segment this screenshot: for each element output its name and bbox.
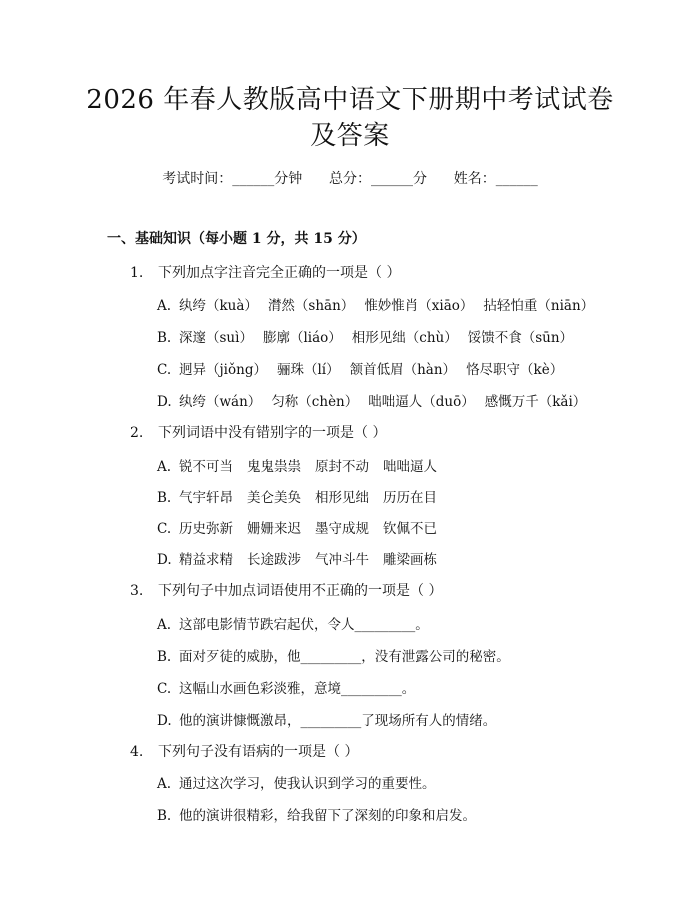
q2-option-b xyxy=(157,486,451,506)
option-item: 雕梁画栋 xyxy=(383,552,437,568)
option-item: 历历在目 xyxy=(383,490,437,506)
option-item: 感慨万千（kǎi） xyxy=(484,394,587,410)
option-item: 钦佩不已 xyxy=(383,521,437,537)
option-letter: D. xyxy=(157,552,172,568)
option-item: 咄咄逼人（duō） xyxy=(368,394,475,410)
option-sentence: 他的演讲很精彩，给我留下了深刻的印象和启发。 xyxy=(179,808,476,824)
option-sentence: 面对歹徒的威胁，他_________，没有泄露公司的秘密。 xyxy=(179,649,510,665)
option-item: 膨廓（liáo） xyxy=(262,330,342,346)
option-letter: D. xyxy=(157,394,172,410)
option-letter: B. xyxy=(157,490,172,506)
score-blank: ______ xyxy=(371,171,413,187)
q3-option-d xyxy=(157,709,496,729)
option-letter: A. xyxy=(157,776,172,792)
question-number: 3. xyxy=(130,583,144,599)
q1-option-b xyxy=(157,326,583,346)
option-item: 相形见绌（chù） xyxy=(351,330,458,346)
section-heading: 一、基础知识（每小题 1 分，共 15 分） xyxy=(107,231,366,247)
option-letter: A. xyxy=(157,459,172,475)
option-letter: B. xyxy=(157,330,172,346)
q1-option-d xyxy=(157,390,596,410)
score-label: 总分： xyxy=(329,171,371,187)
q3-option-c xyxy=(157,677,415,697)
option-letter: A. xyxy=(157,617,172,633)
option-letter: A. xyxy=(157,298,172,314)
option-item: 气冲斗牛 xyxy=(315,552,369,568)
time-label: 考试时间： xyxy=(162,171,233,187)
q2-option-c xyxy=(157,517,451,537)
option-letter: C. xyxy=(157,681,172,697)
name-blank: ______ xyxy=(495,171,538,187)
option-item: 美仑美奂 xyxy=(247,490,301,506)
option-sentence: 他的演讲慷慨激昂，_________了现场所有人的情绪。 xyxy=(179,713,497,729)
option-item: 匀称（chèn） xyxy=(271,394,359,410)
option-item: 惟妙惟肖（xiāo） xyxy=(364,298,474,314)
score-unit: 分 xyxy=(413,171,427,187)
question-4 xyxy=(130,741,358,761)
option-item: 精益求精 xyxy=(179,552,233,568)
option-sentence: 这部电影情节跌宕起伏，令人_________。 xyxy=(179,617,429,633)
time-unit: 分钟 xyxy=(274,171,303,187)
option-item: 姗姗来迟 xyxy=(247,521,301,537)
option-item: 纨绔（kuà） xyxy=(179,298,258,314)
option-item: 历史弥新 xyxy=(179,521,233,537)
question-2 xyxy=(130,422,386,442)
option-item: 原封不动 xyxy=(315,459,369,475)
question-number: 4. xyxy=(130,744,144,760)
exam-title-line2: 及答案 xyxy=(310,121,390,151)
option-letter: C. xyxy=(157,362,172,378)
q2-option-a xyxy=(157,455,451,475)
question-text: 下列加点字注音完全正确的一项是（ ） xyxy=(158,265,401,281)
question-text: 下列词语中没有错别字的一项是（ ） xyxy=(158,425,387,441)
option-item: 骊珠（lí） xyxy=(276,362,340,378)
option-sentence: 这幅山水画色彩淡雅，意境_________。 xyxy=(179,681,416,697)
question-number: 1. xyxy=(130,265,144,281)
option-item: 迥异（jiǒng） xyxy=(179,362,267,378)
question-text: 下列句子没有语病的一项是（ ） xyxy=(158,744,359,760)
q2-option-d xyxy=(157,548,451,568)
option-item: 咄咄逼人 xyxy=(383,459,437,475)
option-letter: C. xyxy=(157,521,172,537)
option-letter: B. xyxy=(157,808,172,824)
q3-option-a xyxy=(157,613,429,633)
option-item: 纨绔（wán） xyxy=(179,394,262,410)
name-label: 姓名： xyxy=(453,171,496,187)
option-letter: B. xyxy=(157,649,172,665)
question-number: 2. xyxy=(130,425,144,441)
question-1 xyxy=(130,262,400,282)
option-item: 气宇轩昂 xyxy=(179,490,233,506)
time-blank: ______ xyxy=(232,171,275,187)
question-text: 下列句子中加点词语使用不正确的一项是（ ） xyxy=(158,583,443,599)
exam-meta xyxy=(0,168,700,188)
q1-option-c xyxy=(157,358,573,378)
option-sentence: 通过这次学习，使我认识到学习的重要性。 xyxy=(179,776,436,792)
option-item: 长途跋涉 xyxy=(247,552,301,568)
option-item: 鬼鬼祟祟 xyxy=(247,459,301,475)
option-item: 馁馈不食（sūn） xyxy=(467,330,574,346)
option-item: 拈轻怕重（niān） xyxy=(483,298,595,314)
option-item: 潸然（shān） xyxy=(267,298,355,314)
q1-option-a xyxy=(157,294,604,314)
option-item: 锐不可当 xyxy=(179,459,233,475)
q3-option-b xyxy=(157,645,510,665)
q4-option-a xyxy=(157,772,436,792)
option-item: 恪尽职守（kè） xyxy=(466,362,564,378)
option-item: 颔首低眉（hàn） xyxy=(349,362,457,378)
question-3 xyxy=(130,580,442,600)
q4-option-b xyxy=(157,804,476,824)
exam-title-line1: 2026 年春人教版高中语文下册期中考试试卷 xyxy=(86,85,614,115)
option-letter: D. xyxy=(157,713,172,729)
option-item: 墨守成规 xyxy=(315,521,369,537)
option-item: 深邃（suì） xyxy=(179,330,253,346)
option-item: 相形见绌 xyxy=(315,490,369,506)
